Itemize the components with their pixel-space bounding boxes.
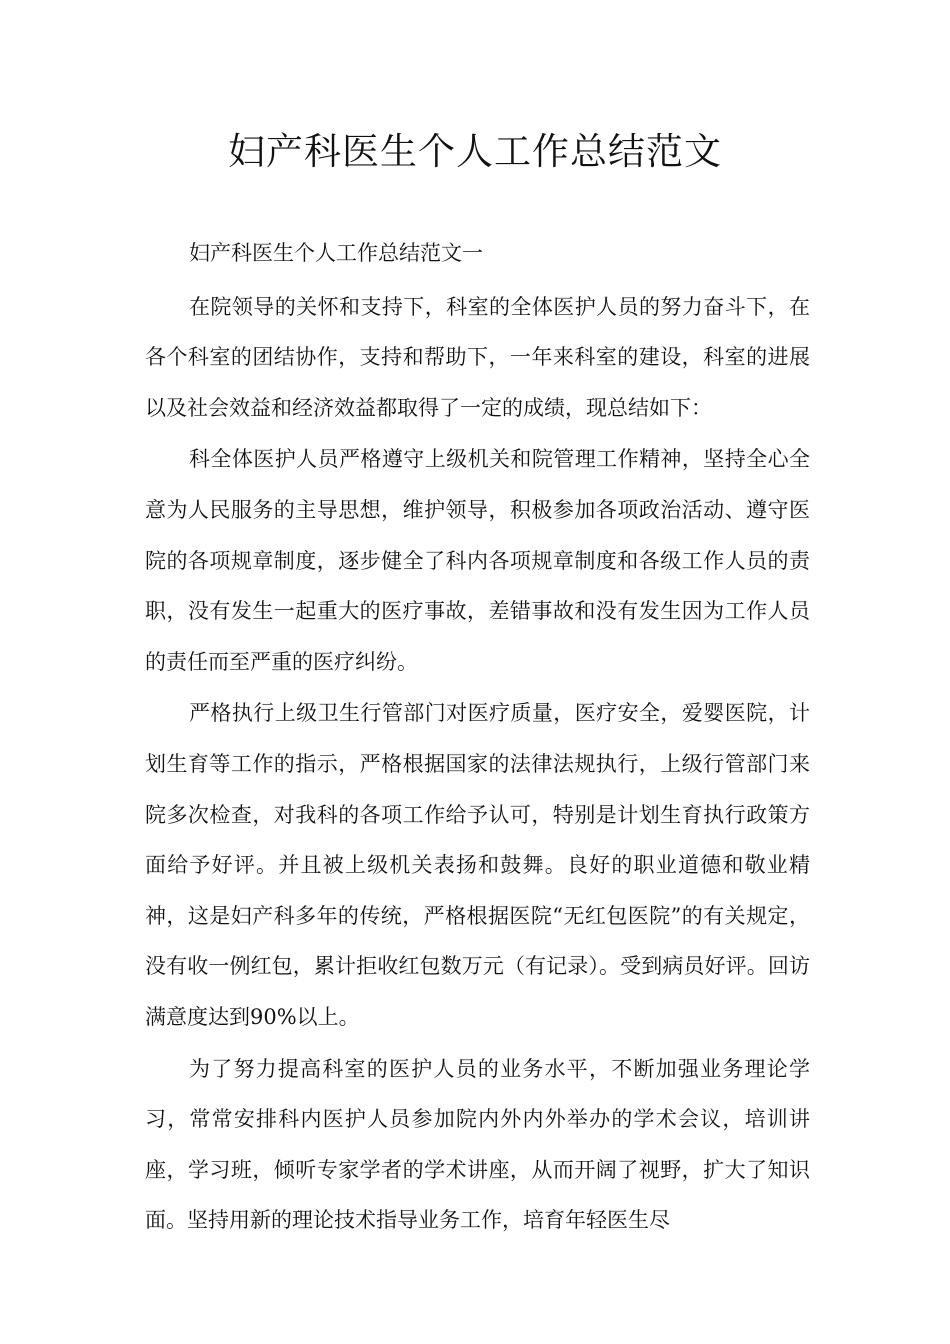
section-subtitle: 妇产科医生个人工作总结范文一 xyxy=(189,241,483,265)
paragraph-2: 科全体医护人员严格遵守上级机关和院管理工作精神，坚持全心全意为人民服务的主导思想，维护领导，积极参加各项政治活动、遵守医院的各项规章制度，逐步健全了科内各项规章制度和各级工作人员的责职，没有发生一起重大的医疗事故，差错事故和没有发生因为工作人员的责任而至严重的医疗纠纷。 xyxy=(145,447,810,674)
paragraph-3: 严格执行上级卫生行管部门对医疗质量，医疗安全，爱婴医院，计划生育等工作的指示，严格根据国家的法律法规执行，上级行管部门来院多次检查，对我科的各项工作给予认可，特别是计划生育执行政策方面给予好评。并且被上级机关表扬和鼓舞。良好的职业道德和敬业精神，这是妇产科多年的传统，严格根据医院“无红包医院”的有关规定，没有收一例红包，累计拒收红包数万元（有记录）。受到病员好评。回访满意度达到90%以上。 xyxy=(145,701,810,1029)
paragraph-4: 为了努力提高科室的医护人员的业务水平，不断加强业务理论学习，常常安排科内医护人员参加院内外内外举办的学术会议，培训讲座，学习班，倾听专家学者的学术讲座，从而开阔了视野，扩大了知识面。坚持用新的理论技术指导业务工作，培育年轻医生尽 xyxy=(145,1056,810,1233)
document-title: 妇产科医生个人工作总结范文 xyxy=(228,130,722,173)
document-body xyxy=(145,228,810,1246)
paragraph-1: 在院领导的关怀和支持下，科室的全体医护人员的努力奋斗下，在各个科室的团结协作，支持和帮助下，一年来科室的建设，科室的进展以及社会效益和经济效益都取得了一定的成绩，现总结如下： xyxy=(145,294,810,420)
